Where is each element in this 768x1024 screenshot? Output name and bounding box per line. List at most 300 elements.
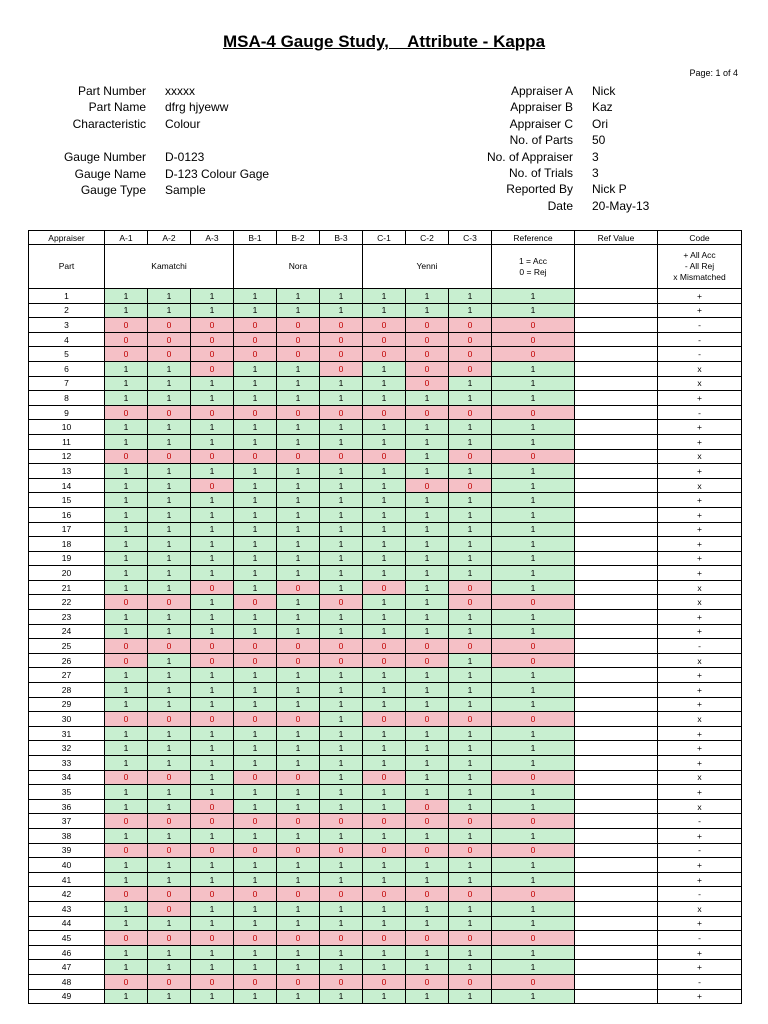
trial-cell: 0: [191, 814, 234, 829]
trial-cell: 1: [449, 537, 492, 552]
trial-cell: 0: [320, 595, 363, 610]
trial-cell: 0: [148, 449, 191, 464]
code-cell: x: [658, 595, 742, 610]
trial-cell: 1: [277, 668, 320, 683]
trial-cell: 1: [320, 872, 363, 887]
part-number-cell: 10: [29, 420, 105, 435]
trial-cell: 1: [191, 551, 234, 566]
trial-cell: 1: [406, 303, 449, 318]
ref-value-cell: [575, 785, 658, 800]
trial-cell: 1: [234, 799, 277, 814]
trial-cell: 0: [105, 449, 148, 464]
code-cell: +: [658, 537, 742, 552]
trial-cell: 1: [406, 522, 449, 537]
trial-cell: 1: [449, 522, 492, 537]
trial-cell: 1: [191, 945, 234, 960]
reference-cell: 1: [492, 361, 575, 376]
trial-cell: 1: [105, 741, 148, 756]
trial-cell: 1: [363, 697, 406, 712]
ref-value-cell: [575, 814, 658, 829]
reference-cell: 1: [492, 901, 575, 916]
code-cell: x: [658, 361, 742, 376]
part-number-cell: 15: [29, 493, 105, 508]
reference-cell: 1: [492, 726, 575, 741]
table-row: [29, 610, 742, 625]
trial-cell: 1: [234, 303, 277, 318]
reference-cell: 0: [492, 449, 575, 464]
trial-cell: 0: [148, 318, 191, 333]
trial-cell: 0: [363, 653, 406, 668]
ref-value-cell: [575, 697, 658, 712]
part-number-cell: 33: [29, 756, 105, 771]
trial-cell: 0: [234, 405, 277, 420]
ref-value-cell: [575, 901, 658, 916]
ref-value-cell: [575, 449, 658, 464]
trial-cell: 0: [234, 974, 277, 989]
trial-cell: 1: [449, 697, 492, 712]
trial-cell: 1: [449, 464, 492, 479]
table-header-row: [29, 231, 742, 245]
trial-cell: 0: [363, 931, 406, 946]
trial-cell: 1: [406, 901, 449, 916]
table-row: [29, 785, 742, 800]
code-cell: +: [658, 945, 742, 960]
trial-cell: 1: [148, 872, 191, 887]
trial-cell: 0: [191, 931, 234, 946]
trial-cell: 1: [105, 361, 148, 376]
code-cell: +: [658, 522, 742, 537]
part-number-cell: 5: [29, 347, 105, 362]
table-row: [29, 814, 742, 829]
reference-cell: 1: [492, 551, 575, 566]
reference-cell: 0: [492, 639, 575, 654]
trial-cell: 0: [234, 712, 277, 727]
trial-cell: 0: [277, 887, 320, 902]
trial-cell: 1: [406, 610, 449, 625]
table-row: [29, 507, 742, 522]
trial-cell: 1: [449, 551, 492, 566]
code-cell: +: [658, 464, 742, 479]
appraiser-info-value: 3: [592, 149, 599, 164]
appraiser-info-row: [440, 116, 649, 132]
trial-cell: 0: [105, 814, 148, 829]
trial-cell: 1: [148, 376, 191, 391]
reference-cell: 0: [492, 814, 575, 829]
trial-cell: 1: [277, 434, 320, 449]
table-row: [29, 303, 742, 318]
trial-cell: 1: [277, 624, 320, 639]
reference-cell: 0: [492, 931, 575, 946]
table-row: [29, 770, 742, 785]
trial-cell: 0: [148, 405, 191, 420]
part-number-cell: 3: [29, 318, 105, 333]
trial-cell: 0: [449, 361, 492, 376]
reference-cell: 1: [492, 566, 575, 581]
trial-cell: 0: [148, 974, 191, 989]
trial-cell: 0: [406, 843, 449, 858]
table-row: [29, 887, 742, 902]
trial-cell: 1: [234, 478, 277, 493]
trial-cell: 1: [320, 507, 363, 522]
trial-cell: 1: [277, 464, 320, 479]
code-cell: x: [658, 712, 742, 727]
column-header: B-2: [277, 231, 320, 245]
trial-cell: 1: [105, 420, 148, 435]
trial-cell: 1: [363, 434, 406, 449]
trial-cell: 0: [320, 931, 363, 946]
table-row: [29, 726, 742, 741]
code-cell: +: [658, 785, 742, 800]
part-number-cell: 8: [29, 391, 105, 406]
code-cell: +: [658, 828, 742, 843]
trial-cell: 1: [449, 493, 492, 508]
trial-cell: 0: [148, 931, 191, 946]
table-row: [29, 580, 742, 595]
reference-cell: 1: [492, 858, 575, 873]
trial-cell: 1: [105, 989, 148, 1004]
trial-cell: 1: [234, 945, 277, 960]
trial-cell: 0: [363, 639, 406, 654]
trial-cell: 0: [449, 595, 492, 610]
part-info-value: D-0123: [165, 150, 205, 165]
trial-cell: 1: [406, 726, 449, 741]
trial-cell: 1: [105, 668, 148, 683]
trial-cell: 1: [105, 376, 148, 391]
trial-cell: 1: [320, 770, 363, 785]
trial-cell: 1: [363, 537, 406, 552]
ref-value-cell: [575, 610, 658, 625]
trial-cell: 0: [277, 931, 320, 946]
trial-cell: 0: [320, 405, 363, 420]
trial-cell: 1: [320, 464, 363, 479]
trial-cell: 1: [320, 624, 363, 639]
trial-cell: 1: [406, 464, 449, 479]
part-info-row: [20, 166, 269, 182]
trial-cell: 1: [277, 799, 320, 814]
ref-value-cell: [575, 843, 658, 858]
part-info-value: xxxxx: [165, 84, 195, 98]
trial-cell: 1: [406, 770, 449, 785]
part-number-cell: 19: [29, 551, 105, 566]
part-number-cell: 47: [29, 960, 105, 975]
trial-cell: 1: [363, 303, 406, 318]
trial-cell: 1: [406, 741, 449, 756]
trial-cell: 0: [191, 843, 234, 858]
trial-cell: 1: [363, 989, 406, 1004]
code-cell: -: [658, 332, 742, 347]
trial-cell: 1: [449, 916, 492, 931]
trial-cell: 0: [277, 347, 320, 362]
trial-cell: 1: [320, 683, 363, 698]
trial-cell: 1: [363, 756, 406, 771]
reference-cell: 1: [492, 537, 575, 552]
trial-cell: 0: [148, 843, 191, 858]
code-cell: +: [658, 303, 742, 318]
trial-cell: 0: [105, 712, 148, 727]
trial-cell: 1: [406, 960, 449, 975]
trial-cell: 1: [320, 580, 363, 595]
table-row: [29, 683, 742, 698]
table-row: [29, 434, 742, 449]
trial-cell: 1: [449, 989, 492, 1004]
trial-cell: 1: [363, 464, 406, 479]
trial-cell: 1: [105, 901, 148, 916]
trial-cell: 1: [277, 683, 320, 698]
trial-cell: 1: [449, 741, 492, 756]
part-number-cell: 13: [29, 464, 105, 479]
code-cell: +: [658, 566, 742, 581]
column-header: C-3: [449, 231, 492, 245]
trial-cell: 1: [406, 668, 449, 683]
table-row: [29, 931, 742, 946]
trial-cell: 1: [406, 945, 449, 960]
part-header: Part: [29, 245, 105, 289]
trial-cell: 0: [320, 318, 363, 333]
trial-cell: 1: [320, 391, 363, 406]
trial-cell: 0: [363, 449, 406, 464]
code-cell: x: [658, 653, 742, 668]
trial-cell: 1: [320, 712, 363, 727]
code-cell: x: [658, 478, 742, 493]
part-number-cell: 34: [29, 770, 105, 785]
code-cell: +: [658, 420, 742, 435]
trial-cell: 1: [105, 289, 148, 304]
part-number-cell: 14: [29, 478, 105, 493]
trial-cell: 1: [363, 289, 406, 304]
trial-cell: 1: [406, 537, 449, 552]
trial-cell: 1: [406, 872, 449, 887]
trial-cell: 1: [148, 858, 191, 873]
reference-cell: 0: [492, 712, 575, 727]
code-cell: -: [658, 931, 742, 946]
trial-cell: 0: [234, 814, 277, 829]
trial-cell: 0: [234, 639, 277, 654]
reference-cell: 1: [492, 785, 575, 800]
part-number-cell: 27: [29, 668, 105, 683]
trial-cell: 0: [105, 405, 148, 420]
trial-cell: 1: [148, 610, 191, 625]
trial-cell: 1: [277, 697, 320, 712]
trial-cell: 0: [449, 814, 492, 829]
code-cell: +: [658, 756, 742, 771]
table-row: [29, 551, 742, 566]
table-row: [29, 537, 742, 552]
appraiser-info-value: 20-May-13: [592, 198, 650, 213]
trial-cell: 0: [191, 887, 234, 902]
appraiser-c-name: Yenni: [363, 245, 492, 289]
trial-cell: 0: [449, 478, 492, 493]
code-cell: -: [658, 814, 742, 829]
trial-cell: 1: [320, 785, 363, 800]
trial-cell: 1: [191, 303, 234, 318]
trial-cell: 1: [277, 595, 320, 610]
trial-cell: 0: [406, 361, 449, 376]
trial-cell: 1: [234, 361, 277, 376]
trial-cell: 1: [277, 478, 320, 493]
trial-cell: 0: [234, 770, 277, 785]
code-cell: +: [658, 697, 742, 712]
trial-cell: 0: [148, 887, 191, 902]
code-cell: +: [658, 507, 742, 522]
trial-cell: 1: [105, 624, 148, 639]
reference-cell: 1: [492, 493, 575, 508]
trial-cell: 1: [191, 916, 234, 931]
part-number-cell: 18: [29, 537, 105, 552]
part-number-cell: 20: [29, 566, 105, 581]
trial-cell: 1: [234, 741, 277, 756]
appraiser-info-label: No. of Parts: [509, 133, 573, 148]
trial-cell: 1: [191, 872, 234, 887]
trial-cell: 1: [191, 507, 234, 522]
trial-cell: 1: [105, 580, 148, 595]
trial-cell: 1: [406, 289, 449, 304]
trial-cell: 0: [191, 405, 234, 420]
trial-cell: 1: [234, 566, 277, 581]
trial-cell: 0: [320, 843, 363, 858]
code-cell: -: [658, 974, 742, 989]
part-number-cell: 22: [29, 595, 105, 610]
trial-cell: 1: [320, 901, 363, 916]
ref-value-cell: [575, 653, 658, 668]
trial-cell: 1: [363, 624, 406, 639]
appraiser-info-value: Ori: [592, 116, 608, 131]
trial-cell: 1: [105, 507, 148, 522]
table-row: [29, 799, 742, 814]
trial-cell: 1: [105, 464, 148, 479]
column-header: A-1: [105, 231, 148, 245]
ref-value-cell: [575, 668, 658, 683]
trial-cell: 1: [363, 916, 406, 931]
table-row: [29, 361, 742, 376]
trial-cell: 1: [148, 799, 191, 814]
code-legend: + All Acc - All Rej x Mismatched: [658, 245, 742, 289]
table-row: [29, 464, 742, 479]
ref-value-cell: [575, 712, 658, 727]
table-row: [29, 376, 742, 391]
part-number-cell: 46: [29, 945, 105, 960]
reference-cell: 0: [492, 653, 575, 668]
trial-cell: 0: [406, 814, 449, 829]
trial-cell: 1: [320, 741, 363, 756]
trial-cell: 1: [234, 901, 277, 916]
trial-cell: 1: [277, 960, 320, 975]
trial-cell: 1: [105, 537, 148, 552]
trial-cell: 1: [105, 872, 148, 887]
trial-cell: 1: [363, 522, 406, 537]
trial-cell: 1: [406, 595, 449, 610]
ref-value-cell: [575, 289, 658, 304]
trial-cell: 0: [406, 405, 449, 420]
table-row: [29, 449, 742, 464]
table-row: [29, 960, 742, 975]
trial-cell: 0: [449, 974, 492, 989]
trial-cell: 1: [277, 945, 320, 960]
table-row: [29, 843, 742, 858]
trial-cell: 1: [363, 901, 406, 916]
trial-cell: 0: [363, 318, 406, 333]
ref-value-cell: [575, 580, 658, 595]
trial-cell: 1: [105, 434, 148, 449]
code-cell: -: [658, 639, 742, 654]
trial-cell: 0: [148, 901, 191, 916]
trial-cell: 1: [148, 785, 191, 800]
part-number-cell: 32: [29, 741, 105, 756]
appraiser-info-label: Appraiser C: [509, 116, 573, 131]
trial-cell: 1: [105, 828, 148, 843]
trial-cell: 1: [191, 610, 234, 625]
appraiser-info-row: [440, 132, 649, 148]
part-number-cell: 42: [29, 887, 105, 902]
trial-cell: 1: [449, 289, 492, 304]
trial-cell: 0: [277, 318, 320, 333]
trial-cell: 1: [363, 376, 406, 391]
trial-cell: 1: [148, 507, 191, 522]
part-info-value: Sample: [165, 183, 206, 198]
reference-cell: 1: [492, 697, 575, 712]
trial-cell: 1: [320, 289, 363, 304]
trial-cell: 1: [234, 668, 277, 683]
trial-cell: 0: [406, 376, 449, 391]
trial-cell: 1: [363, 507, 406, 522]
trial-cell: 1: [105, 683, 148, 698]
trial-cell: 1: [449, 858, 492, 873]
trial-cell: 0: [363, 712, 406, 727]
part-info-label: Gauge Name: [74, 166, 146, 181]
trial-cell: 1: [234, 624, 277, 639]
table-row: [29, 916, 742, 931]
trial-cell: 0: [277, 580, 320, 595]
trial-cell: 1: [320, 945, 363, 960]
part-number-cell: 16: [29, 507, 105, 522]
reference-cell: 1: [492, 960, 575, 975]
trial-cell: 1: [449, 960, 492, 975]
trial-cell: 1: [105, 756, 148, 771]
page-number: Page: 1 of 4: [689, 68, 738, 78]
table-row: [29, 858, 742, 873]
trial-cell: 1: [105, 566, 148, 581]
table-row: [29, 756, 742, 771]
trial-cell: 0: [105, 974, 148, 989]
code-cell: +: [658, 624, 742, 639]
trial-cell: 1: [148, 289, 191, 304]
trial-cell: 0: [234, 332, 277, 347]
trial-cell: 0: [277, 974, 320, 989]
table-row: [29, 872, 742, 887]
column-header: Appraiser: [29, 231, 105, 245]
trial-cell: 1: [277, 361, 320, 376]
column-header: B-3: [320, 231, 363, 245]
code-cell: +: [658, 741, 742, 756]
trial-cell: 1: [320, 799, 363, 814]
appraiser-a-name: Kamatchi: [105, 245, 234, 289]
table-row: [29, 566, 742, 581]
trial-cell: 1: [105, 522, 148, 537]
part-number-cell: 9: [29, 405, 105, 420]
trial-cell: 1: [234, 785, 277, 800]
trial-cell: 0: [406, 332, 449, 347]
table-row: [29, 391, 742, 406]
trial-cell: 1: [191, 756, 234, 771]
reference-cell: 1: [492, 741, 575, 756]
reference-cell: 1: [492, 434, 575, 449]
trial-cell: 1: [320, 434, 363, 449]
trial-cell: 1: [406, 828, 449, 843]
trial-cell: 1: [105, 858, 148, 873]
reference-cell: 1: [492, 478, 575, 493]
code-cell: -: [658, 318, 742, 333]
trial-cell: 1: [148, 464, 191, 479]
table-row: [29, 945, 742, 960]
